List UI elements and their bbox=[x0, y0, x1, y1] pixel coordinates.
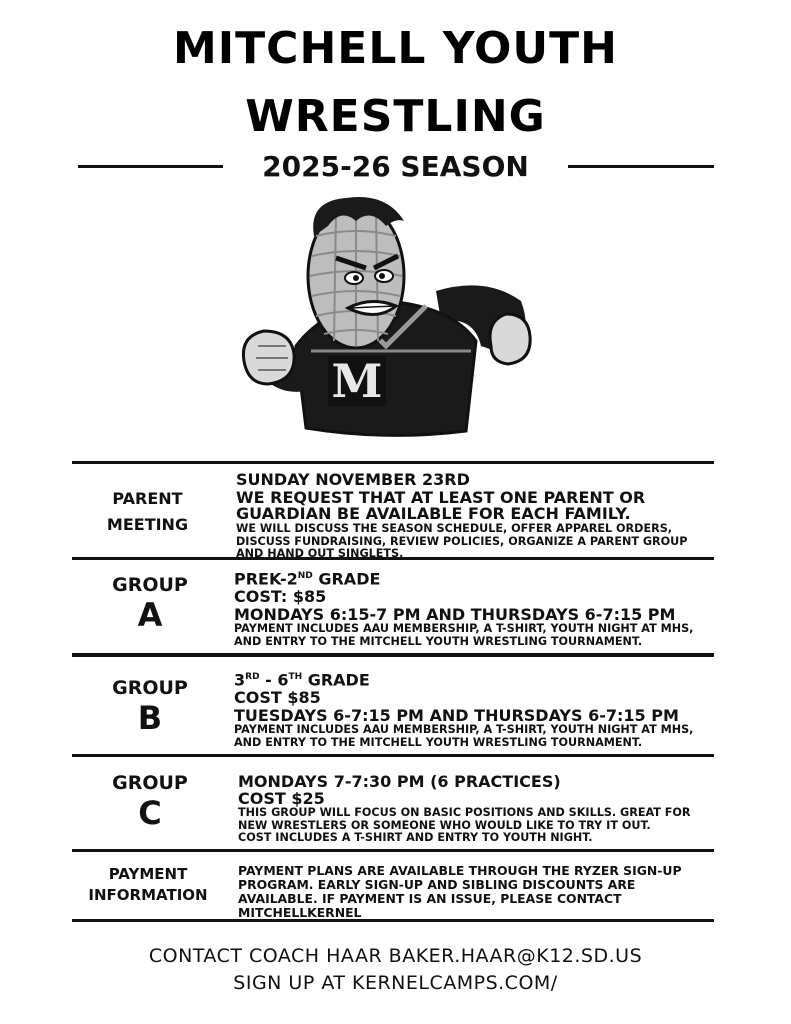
contact-coach: CONTACT COACH HAAR BAKER.HAAR@K12.SD.US bbox=[148, 945, 643, 967]
group-b-details bbox=[234, 669, 714, 749]
group-a-grade-prefix: PREK-2 bbox=[234, 569, 298, 589]
season-rule-right bbox=[568, 165, 714, 168]
page-title-line1: MITCHELL YOUTH bbox=[173, 23, 618, 74]
group-a-cost: COST: $85 bbox=[234, 587, 327, 607]
group-c-includes: COST INCLUDES A T-SHIRT AND ENTRY TO YOUTH NIGHT. bbox=[238, 831, 593, 844]
divider-rule bbox=[72, 754, 714, 757]
kernel-mascot-image bbox=[236, 196, 536, 446]
group-b-label bbox=[90, 676, 210, 736]
divider-rule bbox=[72, 849, 714, 852]
group-a-details bbox=[234, 568, 714, 648]
table-top-rule bbox=[72, 461, 714, 464]
season-heading: 2025-26 SEASON bbox=[262, 150, 529, 183]
page-title-line2: WRESTLING bbox=[245, 91, 546, 142]
group-b-payment: PAYMENT INCLUDES AAU MEMBERSHIP, A T-SHIRT, YOUTH NIGHT AT MHS, AND ENTRY TO THE MITCHELL YOUTH WRESTLING TOURNAMENT. bbox=[234, 723, 694, 749]
group-c-details bbox=[238, 774, 714, 845]
payment-info-label-line1: PAYMENT bbox=[108, 865, 188, 883]
group-a-grade-suffix: GRADE bbox=[312, 569, 381, 589]
divider-rule bbox=[72, 653, 714, 657]
group-a-letter: A bbox=[137, 596, 163, 634]
parent-meeting-details bbox=[236, 472, 714, 561]
payment-info-label-line2: INFORMATION bbox=[88, 886, 208, 904]
group-b-word: GROUP bbox=[112, 677, 188, 699]
group-a-grade-sup: ND bbox=[297, 571, 313, 581]
group-b-grade-suffix: GRADE bbox=[302, 670, 370, 690]
group-a-grade bbox=[234, 568, 714, 587]
sign-up-link[interactable]: SIGN UP AT KERNELCAMPS.COM/ bbox=[233, 972, 558, 994]
group-b-grade-start-sup: RD bbox=[245, 672, 260, 682]
parent-meeting-label-line2: MEETING bbox=[106, 515, 189, 534]
meeting-date: SUNDAY NOVEMBER 23RD bbox=[236, 470, 470, 489]
group-b-grade-start: 3 bbox=[234, 670, 246, 690]
jersey-letter: M bbox=[331, 354, 383, 408]
meeting-request: WE REQUEST THAT AT LEAST ONE PARENT OR GUARDIAN BE AVAILABLE FOR EACH FAMILY. bbox=[236, 488, 646, 523]
group-b-cost: COST $85 bbox=[234, 688, 321, 708]
payment-info-text: PAYMENT PLANS ARE AVAILABLE THROUGH THE RYZER SIGN-UP PROGRAM. EARLY SIGN-UP AND SIBLING DISCOUNTS ARE AVAILABLE. IF PAYMENT IS AN ISSUE, PLEASE CONTACT MITCHELLKERNEL bbox=[238, 863, 682, 920]
payment-info-label bbox=[78, 864, 218, 906]
group-a-label bbox=[90, 573, 210, 633]
group-c-label bbox=[90, 771, 210, 831]
group-c-word: GROUP bbox=[112, 772, 188, 794]
group-c-letter: C bbox=[138, 794, 162, 832]
group-b-grade-end-sup: TH bbox=[288, 672, 303, 682]
group-c-focus: THIS GROUP WILL FOCUS ON BASIC POSITIONS AND SKILLS. GREAT FOR NEW WRESTLERS OR SOMEONE WHO WOULD LIKE TO TRY IT OUT. bbox=[238, 806, 691, 832]
group-a-schedule: MONDAYS 6:15-7 PM AND THURSDAYS 6-7:15 PM bbox=[234, 605, 676, 625]
group-a-word: GROUP bbox=[112, 574, 188, 596]
parent-meeting-label-line1: PARENT bbox=[112, 489, 183, 508]
group-c-schedule: MONDAYS 7-7:30 PM (6 PRACTICES) bbox=[238, 772, 561, 791]
group-a-payment: PAYMENT INCLUDES AAU MEMBERSHIP, A T-SHIRT, YOUTH NIGHT AT MHS, AND ENTRY TO THE MITCHELL YOUTH WRESTLING TOURNAMENT. bbox=[234, 622, 694, 648]
group-b-grade-mid: - 6 bbox=[259, 670, 289, 690]
group-c-cost: COST $25 bbox=[238, 789, 325, 808]
group-b-schedule: TUESDAYS 6-7:15 PM AND THURSDAYS 6-7:15 PM bbox=[234, 706, 679, 726]
group-b-letter: B bbox=[137, 699, 163, 737]
parent-meeting-label bbox=[80, 486, 215, 538]
meeting-agenda: WE WILL DISCUSS THE SEASON SCHEDULE, OFFER APPAREL ORDERS, DISCUSS FUNDRAISING, REVIEW POLICIES, ORGANIZE A PARENT GROUP AND HAND OUT SINGLETS. bbox=[236, 522, 688, 560]
group-b-grade bbox=[234, 669, 714, 688]
